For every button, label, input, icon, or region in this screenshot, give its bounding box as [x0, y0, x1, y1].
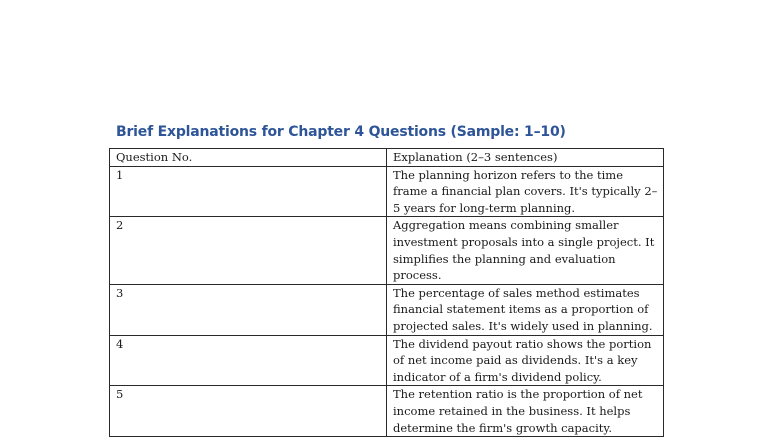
question-number: 3	[110, 284, 387, 335]
question-number: 4	[110, 335, 387, 386]
question-explanation: The planning horizon refers to the time frame a financial plan covers. It's typically 2–5 years for long-term planning.	[387, 166, 664, 217]
table-row	[110, 386, 664, 437]
table-row	[110, 217, 664, 284]
table-row	[110, 284, 664, 335]
header-question-no: Question No.	[110, 149, 387, 167]
question-explanation: The retention ratio is the proportion of net income retained in the business. It helps determine the firm's growth capacity.	[387, 386, 664, 437]
question-explanation: The dividend payout ratio shows the portion of net income paid as dividends. It's a key indicator of a firm's dividend policy.	[387, 335, 664, 386]
question-number: 5	[110, 386, 387, 437]
question-number: 2	[110, 217, 387, 284]
header-explanation: Explanation (2–3 sentences)	[387, 149, 664, 167]
table-row	[110, 335, 664, 386]
document-heading: Brief Explanations for Chapter 4 Questions (Sample: 1–10)	[116, 124, 566, 140]
questions-table	[109, 148, 664, 437]
table-header-row	[110, 149, 664, 167]
question-explanation: Aggregation means combining smaller investment proposals into a single project. It simplifies the planning and evaluation process.	[387, 217, 664, 284]
table-row	[110, 166, 664, 217]
question-explanation: The percentage of sales method estimates financial statement items as a proportion of projected sales. It's widely used in planning.	[387, 284, 664, 335]
question-number: 1	[110, 166, 387, 217]
